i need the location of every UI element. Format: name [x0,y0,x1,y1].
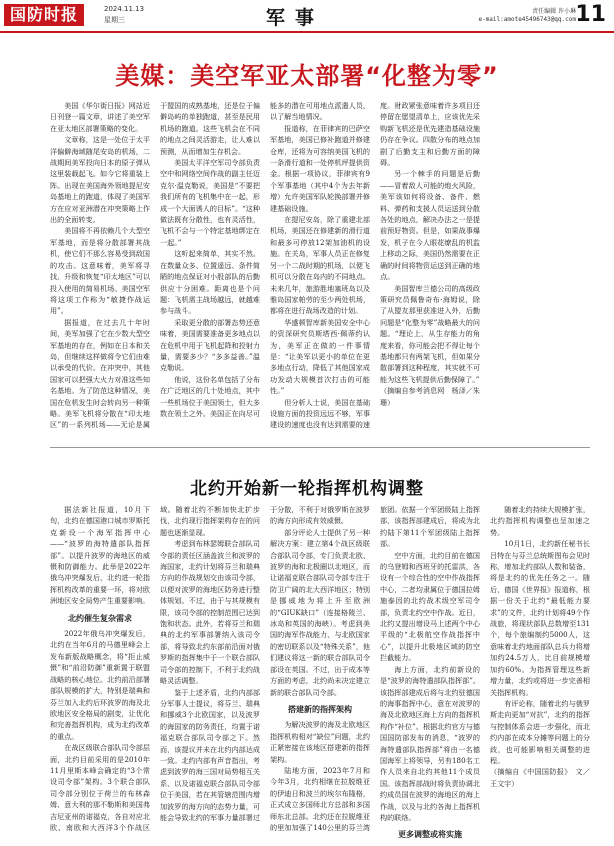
article2-body [50,504,590,842]
article1-headline: 美媒：美空军亚太部署“化整为零” [115,62,499,91]
article1-paragraph: 另一个棘手的问题是后勤——冒着敌人可能的炮火风险，美军该如何将设备、备件、燃料、弹药和支援人员运送到分散各处的地点，解决办法之一是提前预好物资。但是，如果战事爆发，机子在今人眼花缭乱的机监上移动之际，美国仍然需要在正确的时间将物资运送到正确的地点。 [380,169,480,282]
article2-paragraph: 2022年俄乌冲突爆发后，北约在当年6月的马德里峰会上发布新版战略概念，将“拒止威慑”和“前沿防御”重新置于联盟战略的核心地位。北约前沿部署部队规模的扩大，特别是瑞典和芬兰加入北约后环波罗的海及北欧地区安全格局的剧变，让优化和完善指挥机构，成为北约改革的重点。 [50,629,150,741]
issue-weekday: 星期三 [104,16,125,24]
article2-paragraph: 随着北约持续大规模扩张，北约指挥机构调整也呈加速之势。 [490,505,590,537]
newspaper-logo: 国防时报 [4,4,84,26]
article2-credit: （摘编自《中国国防报》 文／王文宇） [490,767,590,788]
header-rule [0,31,614,33]
article2-paragraph: 10月1日，北约新任秘书长吕特在与芬兰总统斯图布会见时称，增加北约部队人数和装备，将是北约的优先任务之一。随后，德国《世界报》报道称，根据一份关于北约“最低能力要求”的文件，北约计划将49个作战旅，将现状部队总数增至131个，每个旅编制约5000人，这意味着北约地面部队总兵力将增加约24.5万人，比目前规模增加约60%。为指挥管理这些新增力量，北约或将进一步完善相关指挥机构。 [490,539,590,697]
article1-paragraph: 报道称，在菲律宾的巴萨空军基地，美国已修补跑道并修建仓库，还将为可容纳美国飞机的一条滑行道和一处停机坪提供资金。根据一项协议，菲律宾有9个军事基地（其中4个为去年新增）允许美国军队轮换部署并修建基础设施。 [270,123,370,213]
article-divider [50,447,590,448]
article2-paragraph: 陆地方面，2023年7月和今年3月，北约相继在拉脱维亚的伊迪日和波兰的埃尔布隆格，正式成立多国师北方总部和多国师东北总部。北约还在拉脱维亚的里加加强了140公里的芬兰湾旅团。依据一个军团级陆上指挥部，该指挥部建成后，将成为北约陆下第11个军团级陆上指挥部。 [270,505,480,832]
article2-paragraph: 考虑到布林瑟姆联合部队司令部的责任区涵盖波兰和波罗的海国家，北约计划将芬兰和瑞典方向的作战规划交由该司令部，以便对波罗的海地区防务进行整体规划。不过，由于与其规模有限，该司令部的控制范围已达到饱和状态。此外，若将芬兰和瑞典的北约军事部署纳入该司令部，将导致北约东部前沿面对俄罗斯的指挥集中于一个联合部队司令部的控制下，不利于北约战略灵活调整。 [160,539,260,686]
editor-email: e-mail:amote45496743@qq.com [478,16,576,23]
article1-paragraph: 美国智库兰德公司的高级政策研究员佩鲁奇布·海姆说，除了从盟友那里获准进入外，后勤问题是“化整为零”战略最大的问题。“理论上，从生存能力的角度来看，你可能会把不得让每个基地都只有两架飞机，但如果分散部署到这种程度，其实就不可能为这些飞机提供后勤保障了。” [380,283,480,384]
article2-subhead: 搭建新的指挥架构 [288,704,352,714]
article1-paragraph: 文章称，这是一处位于太平洋偏僻海域随尾安岛的机场，二战期间美军投向日本的原子弹从这里装载起飞。如今它将重装上阵。出现在美国海外领地提尼安岛基地上的跑道，体现了美国军方在应对亚洲潜在冲突策略上作出的全面转变。 [50,135,150,225]
article2-lead-paragraph: 据法新社报道，10月下旬，北约在德国港口城市罗斯托克新设一个海军指挥中心——“波罗的海特遣部队指挥部”。以提升波罗的海地区的威慑和防御能力。此举是2022年俄乌冲突爆发后，北约进一轮指挥机构改革的重要一环，将对欧洲地区安全局势产生重要影响。 [50,505,150,606]
article2-subhead: 北约催生复杂需求 [68,613,132,623]
article2-headline: 北约开始新一轮指挥机构调整 [190,479,424,500]
section-title: 军事 [266,7,325,29]
article2-paragraph: 部分评论人士提供了另一种解决方案：建立第4个战区级联合部队司令部，专门负责北欧、波罗的海和北极圈以北地区，而让诺福克联合部队司令部专注于防卫广阔的北大西洋地区；特别是挪威地为将上升至欧洲的“GIUK缺口”（连接格陵兰、冰岛和英国的海峡）。考虑到美国的海军作战能力、与北欧国家的密切联系以及“特殊关系”，他们建议将这一新的联合部队司令部设在英国。不过，出于成本等方面的考虑，北约尚未决定建立新的联合部队司令部。 [270,527,370,697]
article1-paragraph: 在提尼安岛，除了重建北部机场，美国还在修建新的滑行道和最多可停放12架加油机的设施。在关岛，军事人员正在修复另一个二战时期的机场，以便飞机可以分散在岛内的不同地点。未来几年，旅游胜地塞班岛以及雅岛国家帕劳的至少两处机场，都将在进行战场改造的计划。 [270,215,370,316]
article1-paragraph: 美国太平洋空军司令部负责空中和网络空间作战的副主任迈克尔·温克勒说，美国是“不要把我们所有的飞机集中在一起，形成一个大面诱人的目标”。“这种做法既有分散性，也有灵活性，飞机不会与一个特定基地绑定在一起。” [160,158,260,247]
article2-paragraph: 鉴于上述矛盾，北约内部部分军事人士提议，将芬兰、瑞典和挪威3个北欧国家，以及波罗的海国家的防务责任，均置于诺福克联合部队司令部之下。然而，该提议并未在北约内部达成一致。北约内部有声音指出，考虑到波罗的海三国对局势相互关系、以及诺福克联合部队司令部位于美国，若在其管辖范围内增加波罗的海方向的态势力量，可能会导致北约的军事力量部署过于分散，不利于对俄罗斯在波罗的海方向形成有效威慑。 [160,505,370,822]
article2-paragraph: 在战区级联合部队司令部层面，北约目前采用的是2010年11月里斯本峰会确定的“3个常设司令部”架构。3个联合部队司令部分别位于荷兰的布林森姆、意大利的那不勒斯和美国弗吉尼亚州的诺福克，各自对应北欧、南欧和大西洋3个作战区域。随着北约不断加快北扩步伐，北约现行指挥架构存在的问题也逐渐显现。 [50,505,260,832]
article1-paragraph: 华盛顿智库新美国安全中心的资深研究员斯塔西·佩蒂约认为，美军正在做的一件事情是：“让美军以更小的单位在更多地点行动，降低了其他国家成功发动大规模首次打击的可能性。” [270,317,370,396]
article2-paragraph: 为解决波罗的海及北欧地区指挥机构相对“缺位”问题，北约正紧密接在该地区搭建新的指挥架构。 [270,720,370,764]
article1-paragraph: 这听起来简单，其实不然。在数量众多、位置遥远、条件简陋的地点保证对小股部队的后勤供应十分困难。距离也是个问题：飞机需主战场越远，就越难参与战斗。 [160,249,260,316]
responsible-editor: 责任编辑 许小琳 [532,8,576,15]
article1-paragraph: 但分析人士说，美国在基础设施方面的投资远远不够，军事建设的速度也没有达到需要的速度。财政紧张意味着许多项目还停留在愿望清单上，应该优先采购新飞机还是优先建造基础设施仍存在争议。四散分布的地点加剧了后勤支主和后勤方面的障碍。 [270,101,480,430]
article1-paragraph: 他说，这份名单包括了分布在广泛地区的几十处地点，其中一些机场位于美国领土，但大多数在领土之外。美国正在向尽可能多的潜在可用地点派遣人员，以了解当地情况。 [160,101,370,418]
article1-paragraph: 据报道，在过去几十年时间，美军加强了它在少数大型空军基地的存在，例如在日本和关岛，但继续这样做将令它们由难以承受的代价。在冲突中，其他国家可以把强大火力对准这些知名基地。为了防范这种情况，美国在危机发生时会转向另一种策略。美军飞机将分散在“印太地区”的一系列机场——无论是属于盟国的成熟基地，还是位于偏僻岛屿的单独跑道，甚至是民用机场的跑道。这些飞机会在不同的地点之间灵活游走，让人难以预测，从而增加生存机会。 [50,101,260,430]
article1-credit: （摘编自参考消息网 杨泽／朱珊） [380,386,480,407]
page-number: 11 [575,2,606,27]
article2-paragraph: 有评论称，随着北约与俄罗斯走向更加“对抗”，北约的指挥与控制体系会进一步强化，而北约内部在成本分摊等问题上的分歧，也可能影响相关调整的进程。 [490,698,590,765]
article1-paragraph: 采取更分散的部署态势还意味着，美国需要准备更多地点以在危机中用于飞机起降和投射力量，需要多少？“多多益善。”温克勒说。 [160,317,260,373]
issue-date: 2024.11.13 [104,5,145,13]
article1-paragraph: 美国《华尔街日报》网站近日刊登一篇文章，讲述了美空军在亚太地区部署策略的变化。 [50,101,150,133]
page-header [0,0,614,32]
article2-paragraph: 空中方面，北约目前在德国的乌登姆和西班牙的托雷洪，各设有一个综合性的空中作战指挥中心，二者均隶属位于德国拉姆施泰因的北约战术级空军司令部，负责北约空中作战。近日，北约又提出增设马上述两个中心平级的“北极航空作战指挥中心”，以提升北极地区域的防空拦截能力。 [380,550,480,663]
article2-subhead: 更多调整或将实施 [398,830,462,840]
article2-paragraph: 海上方面，北约前新设的是“波罗的海特遣部队指挥部”。该指挥部建成后将与北约驻德国的海事指挥中心，意在对波罗的海及北欧地区海上方向的指挥机构作“补位”。根据北约官方与德国国防部发布的消息，“波罗的海特遣部队指挥部”将由一名德国海军上将领导，另有180名工作人员来自北约其他11个成员国。该指挥部战时将负责协调北约成员国在波罗的海地区的海上作战，以及与北约各海上指挥机构的联络。 [380,664,480,822]
article1-paragraph: 美国将不再依赖几个大型空军基地，而是将分散部署其战机，使它们不那么容易受到敌国的攻击。这意味着，美军将寻找、升级和恢复“印太地区”可以投入使用的简易机场。美国空军将这项工作称为“敏捷作战运用”。 [50,226,150,316]
article1-body [50,100,590,438]
